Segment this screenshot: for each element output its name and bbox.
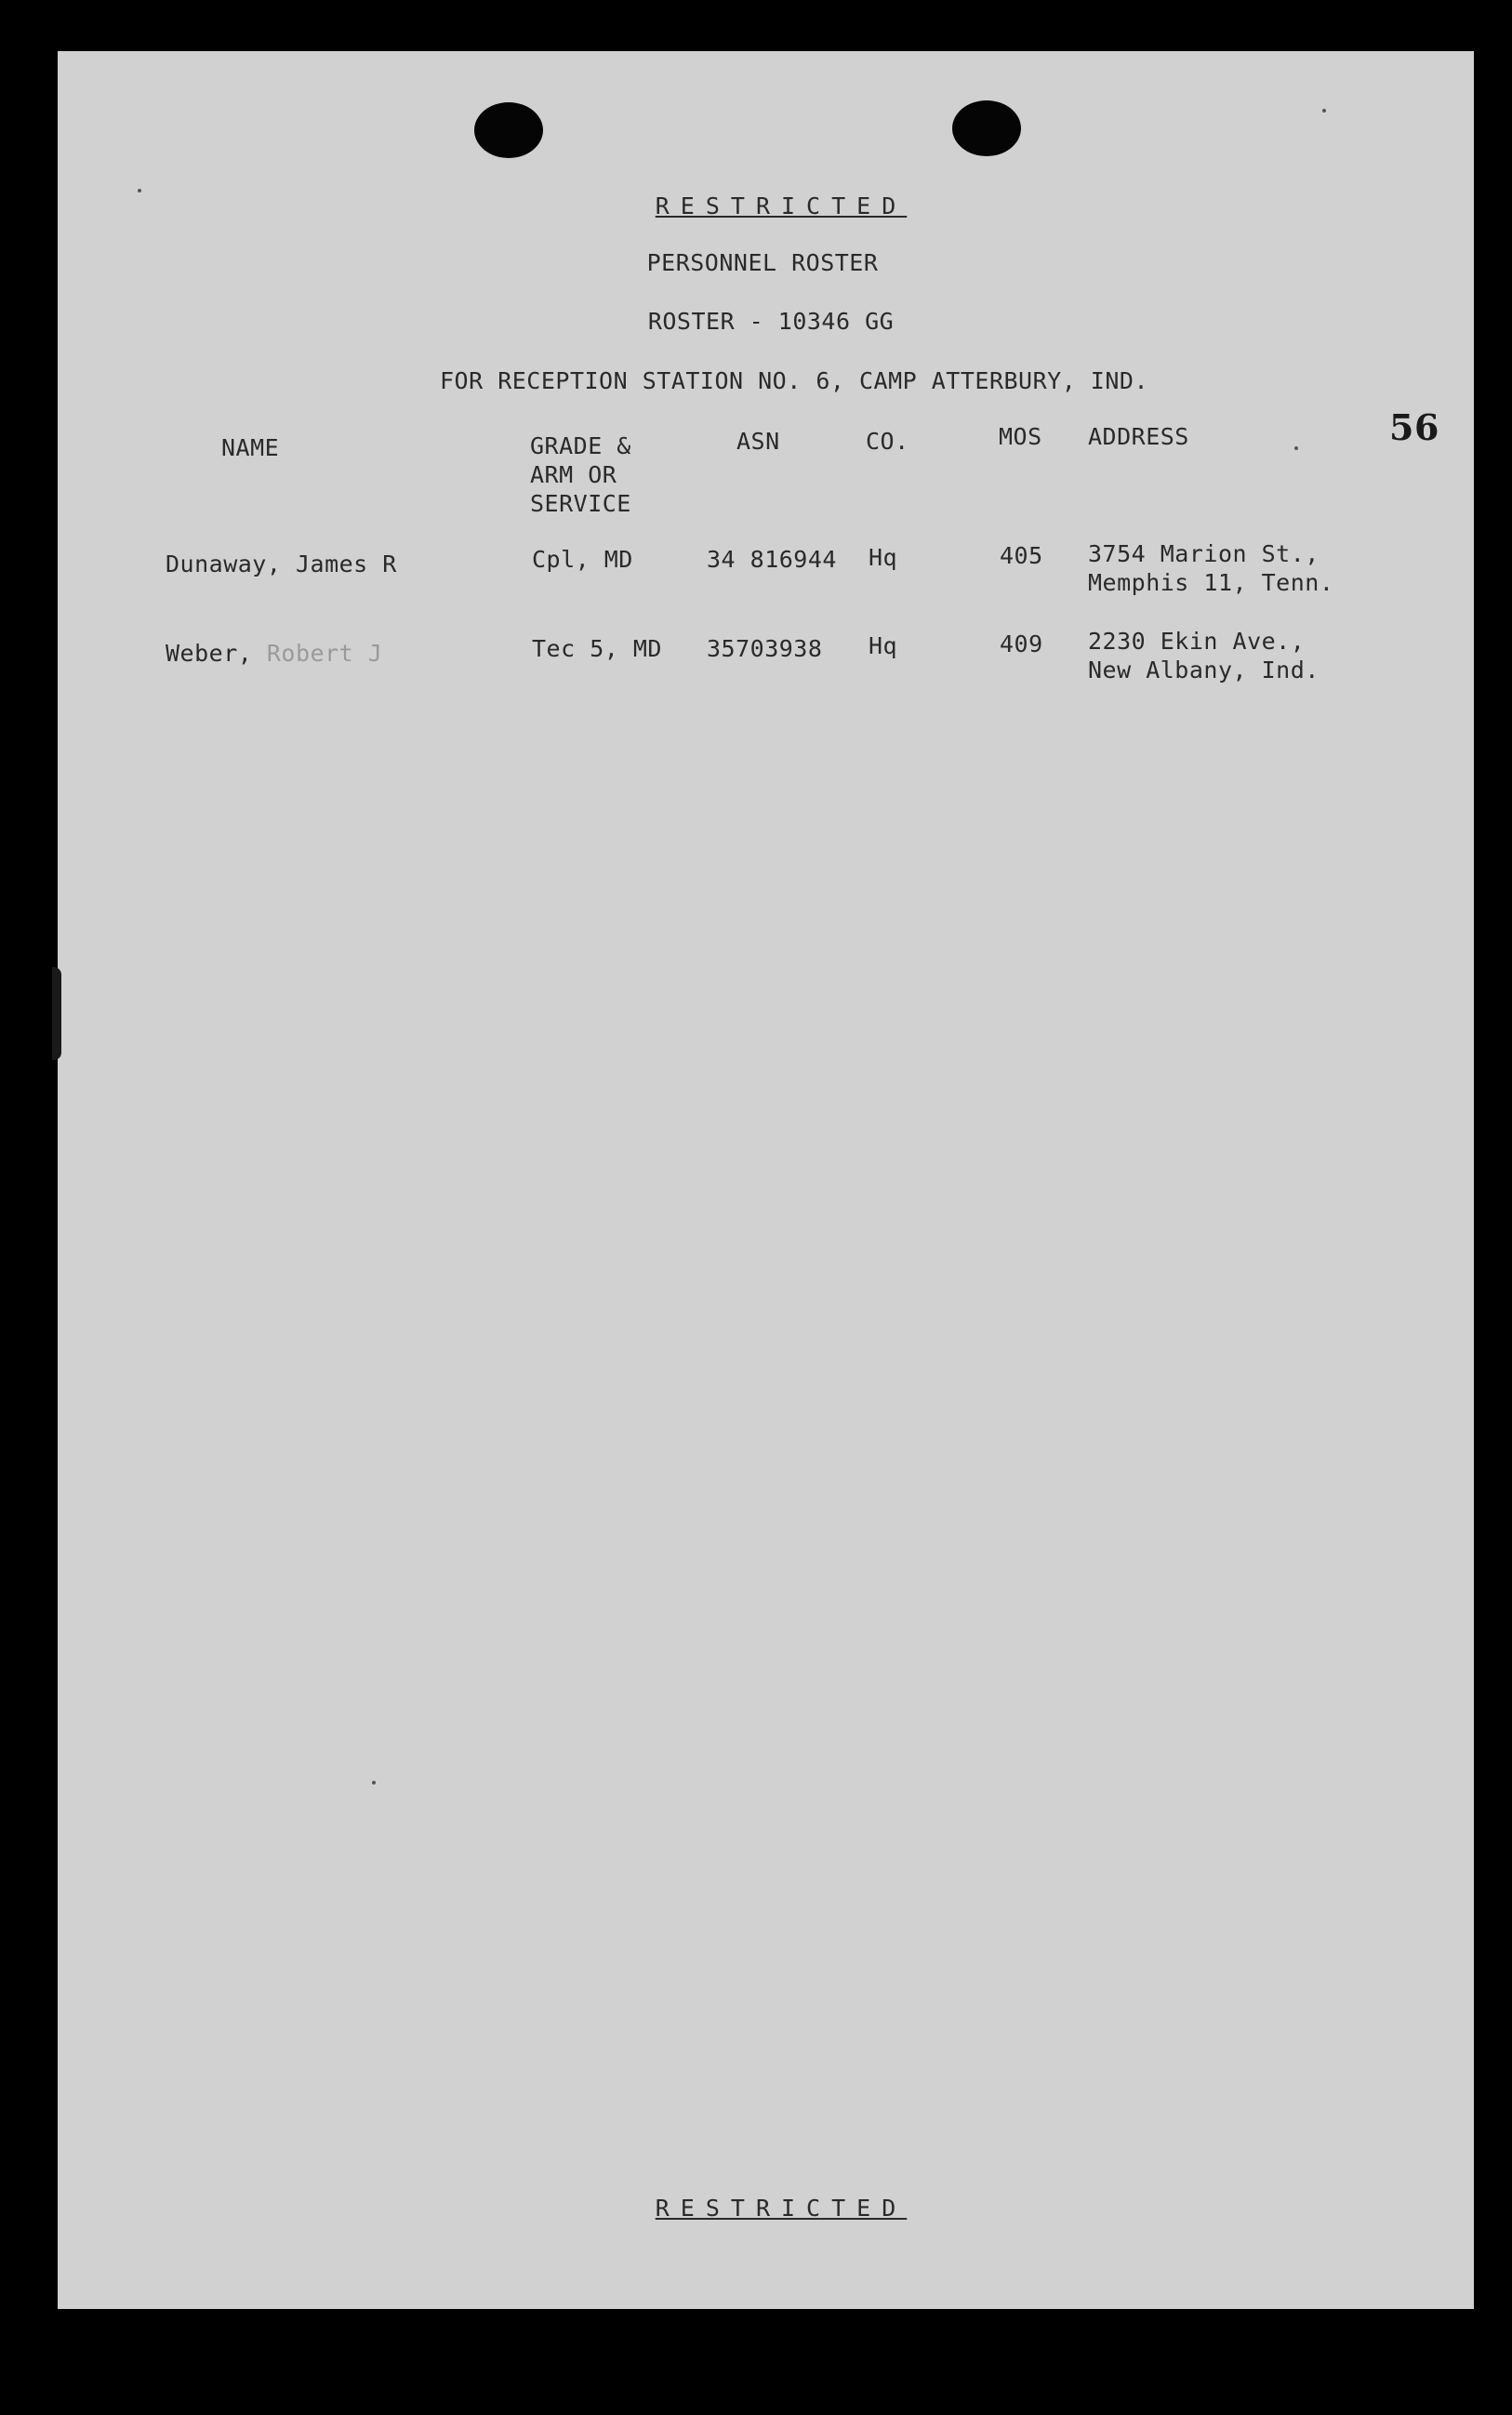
roster-row-1-mos: 405 bbox=[1000, 542, 1043, 569]
paper-speck bbox=[1322, 109, 1326, 113]
roster-row-1-address-1: 3754 Marion St., bbox=[1088, 540, 1320, 567]
roster-row-2-mos: 409 bbox=[1000, 630, 1043, 657]
column-header-mos: MOS bbox=[999, 423, 1042, 450]
roster-row-1-grade: Cpl, MD bbox=[532, 546, 633, 573]
roster-row-2-grade: Tec 5, MD bbox=[532, 635, 662, 662]
classification-top: RESTRICTED bbox=[655, 192, 908, 219]
paper-speck bbox=[372, 1781, 376, 1785]
column-header-co: CO. bbox=[866, 428, 909, 455]
roster-row-2-name bbox=[166, 640, 382, 668]
column-header-asn: ASN bbox=[736, 428, 780, 455]
column-header-address: ADDRESS bbox=[1088, 423, 1189, 450]
column-header-grade-2: ARM OR bbox=[530, 461, 617, 488]
column-header-grade-1: GRADE & bbox=[530, 432, 631, 459]
paper-speck bbox=[1294, 446, 1298, 450]
roster-row-1-asn: 34 816944 bbox=[707, 546, 837, 573]
column-header-name: NAME bbox=[221, 434, 280, 461]
roster-row-1-co: Hq bbox=[869, 544, 898, 571]
roster-row-2-address-1: 2230 Ekin Ave., bbox=[1088, 628, 1306, 655]
station-line: FOR RECEPTION STATION NO. 6, CAMP ATTERBURY, IND. bbox=[439, 367, 1149, 394]
roster-row-2-name-given: Robert J bbox=[266, 640, 383, 667]
roster-row-2-asn: 35703938 bbox=[707, 635, 823, 662]
roster-row-1-name: Dunaway, James R bbox=[166, 551, 397, 577]
roster-row-2-co: Hq bbox=[869, 632, 898, 659]
roster-row-1-address-2: Memphis 11, Tenn. bbox=[1088, 569, 1334, 596]
punch-hole bbox=[474, 102, 543, 158]
document-page bbox=[58, 51, 1474, 2309]
column-header-grade-3: SERVICE bbox=[530, 490, 631, 517]
page-tab bbox=[52, 967, 61, 1060]
classification-bottom: RESTRICTED bbox=[655, 2195, 908, 2222]
roster-number: ROSTER - 10346 GG bbox=[647, 308, 895, 335]
roster-row-2-name-surname: Weber, bbox=[166, 640, 267, 667]
page-number: 56 bbox=[1389, 406, 1439, 448]
punch-hole bbox=[952, 100, 1021, 156]
paper-speck bbox=[138, 189, 141, 192]
document-title: PERSONNEL ROSTER bbox=[646, 249, 879, 276]
roster-row-2-address-2: New Albany, Ind. bbox=[1088, 657, 1320, 683]
